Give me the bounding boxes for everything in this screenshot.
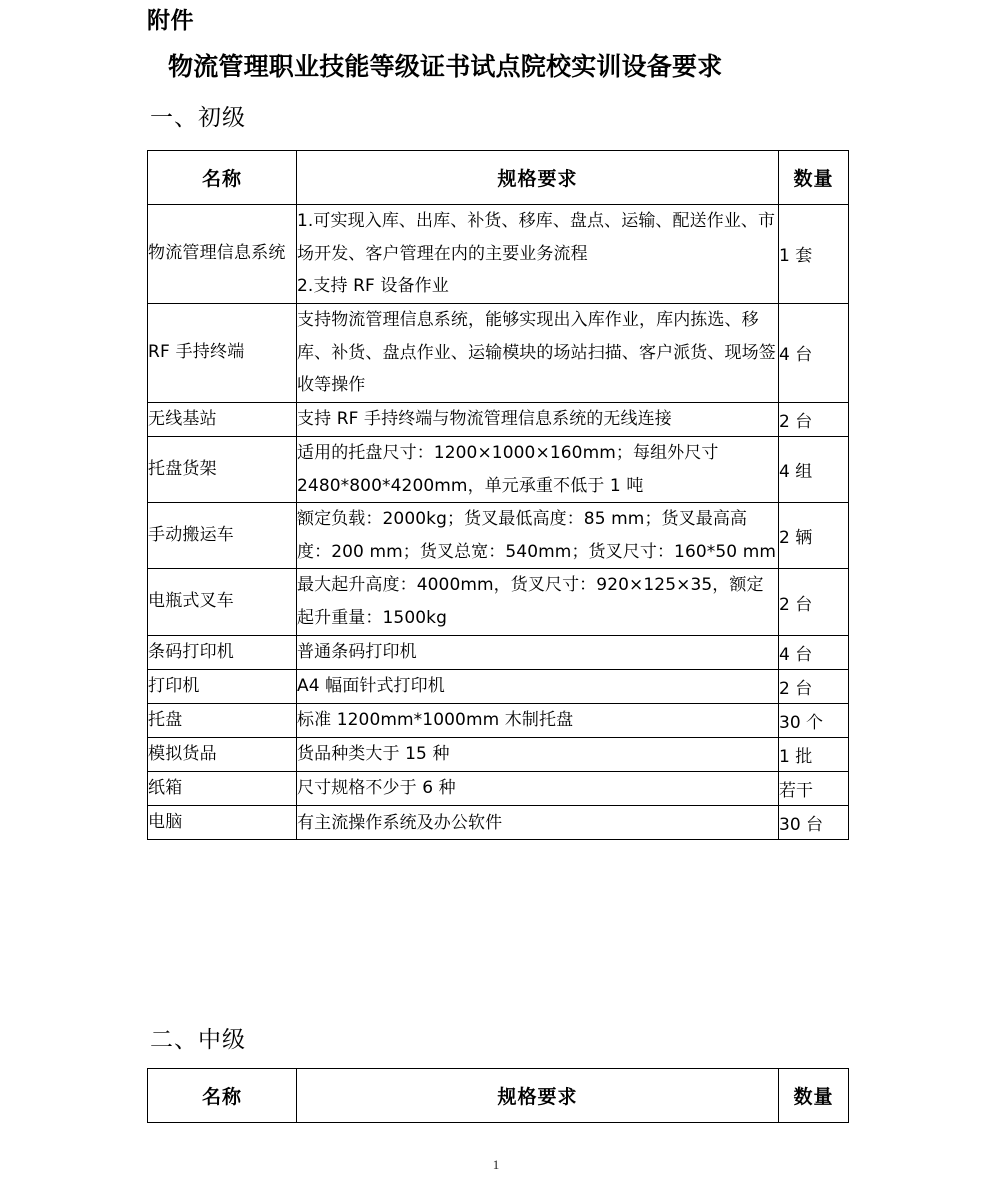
equipment-quantity-cell: 2 辆 [779, 503, 849, 569]
equipment-spec-cell [297, 635, 779, 669]
equipment-name-cell: 物流管理信息系统 [148, 205, 297, 304]
equipment-quantity-cell: 30 台 [779, 806, 849, 840]
page-number: 1 [492, 1157, 500, 1172]
equipment-quantity-cell: 2 台 [779, 669, 849, 703]
equipment-spec-cell [297, 703, 779, 737]
equipment-quantity-cell: 2 台 [779, 569, 849, 635]
spec-line: 额定负载：2000kg；货叉最低高度：85 mm；货叉最高高度：200 mm；货叉总宽：540mm；货叉尺寸：160*50 mm [297, 509, 777, 562]
equipment-name-cell: 托盘 [148, 703, 297, 737]
spec-line: 标准 1200mm*1000mm 木制托盘 [297, 710, 574, 731]
secondary-equipment-table [147, 1068, 849, 1123]
equipment-quantity-cell: 1 批 [779, 738, 849, 772]
equipment-spec-cell [297, 669, 779, 703]
equipment-quantity-cell: 4 台 [779, 303, 849, 402]
equipment-spec-cell [297, 806, 779, 840]
spec-line: 支持物流管理信息系统，能够实现出入库作业，库内拣选、移库、补货、盘点作业、运输模块的场站扫描、客户派货、现场签收等操作 [297, 309, 776, 396]
column-header-spec: 规格要求 [297, 1069, 779, 1123]
spec-line: 适用的托盘尺寸：1200×1000×160mm；每组外尺寸2480*800*4200mm，单元承重不低于 1 吨 [297, 442, 719, 496]
equipment-quantity-cell: 30 个 [779, 703, 849, 737]
table-row [148, 402, 849, 436]
spec-line: 货品种类大于 15 种 [297, 744, 450, 765]
equipment-name-cell: 模拟货品 [148, 738, 297, 772]
table-row [148, 738, 849, 772]
equipment-quantity-cell: 1 套 [779, 205, 849, 304]
attachment-label: 附件 [147, 8, 194, 34]
table-row [148, 806, 849, 840]
table-row [148, 303, 849, 402]
column-header-name: 名称 [148, 151, 297, 205]
table-row [148, 772, 849, 806]
spec-line: 支持 RF 手持终端与物流管理信息系统的无线连接 [297, 409, 672, 429]
table-row [148, 635, 849, 669]
equipment-quantity-cell: 4 台 [779, 635, 849, 669]
table-row [148, 436, 849, 502]
equipment-quantity-cell: 2 台 [779, 402, 849, 436]
equipment-name-cell: 电瓶式叉车 [148, 569, 297, 635]
primary-equipment-table [147, 150, 849, 840]
table-row [148, 669, 849, 703]
spec-line: 普通条码打印机 [297, 641, 417, 662]
equipment-name-cell: RF 手持终端 [148, 303, 297, 402]
table-row [148, 205, 849, 304]
section-heading-primary: 一、初级 [150, 105, 246, 131]
equipment-name-cell: 托盘货架 [148, 436, 297, 502]
spec-line: 2.支持 RF 设备作业 [297, 276, 449, 297]
column-header-spec: 规格要求 [297, 151, 779, 205]
table-header-row [148, 1069, 849, 1123]
spec-line: 有主流操作系统及办公软件 [297, 812, 503, 833]
equipment-name-cell: 电脑 [148, 806, 297, 840]
page-title: 物流管理职业技能等级证书试点院校实训设备要求 [168, 52, 723, 81]
column-header-name: 名称 [148, 1069, 297, 1123]
column-header-quantity: 数量 [779, 1069, 849, 1123]
spec-line: 尺寸规格不少于 6 种 [297, 778, 456, 799]
equipment-spec-cell [297, 303, 779, 402]
equipment-name-cell: 手动搬运车 [148, 503, 297, 569]
equipment-spec-cell [297, 205, 779, 304]
spec-line: 1.可实现入库、出库、补货、移库、盘点、运输、配送作业、市场开发、客户管理在内的主要业务流程 [297, 211, 776, 264]
equipment-name-cell: 条码打印机 [148, 635, 297, 669]
equipment-quantity-cell: 若干 [779, 772, 849, 806]
equipment-spec-cell [297, 436, 779, 502]
equipment-spec-cell [297, 402, 779, 436]
table-row [148, 569, 849, 635]
primary-table-body [148, 205, 849, 840]
table-row [148, 703, 849, 737]
section-heading-secondary: 二、中级 [150, 1027, 246, 1053]
equipment-name-cell: 纸箱 [148, 772, 297, 806]
column-header-quantity: 数量 [779, 151, 849, 205]
equipment-name-cell: 无线基站 [148, 402, 297, 436]
spec-line: A4 幅面针式打印机 [297, 676, 445, 697]
equipment-spec-cell [297, 569, 779, 635]
equipment-spec-cell [297, 738, 779, 772]
equipment-spec-cell [297, 503, 779, 569]
equipment-name-cell: 打印机 [148, 669, 297, 703]
spec-line: 最大起升高度：4000mm，货叉尺寸：920×125×35，额定起升重量：1500kg [297, 575, 764, 629]
equipment-quantity-cell: 4 组 [779, 436, 849, 502]
equipment-spec-cell [297, 772, 779, 806]
table-header-row [148, 151, 849, 205]
table-row [148, 503, 849, 569]
